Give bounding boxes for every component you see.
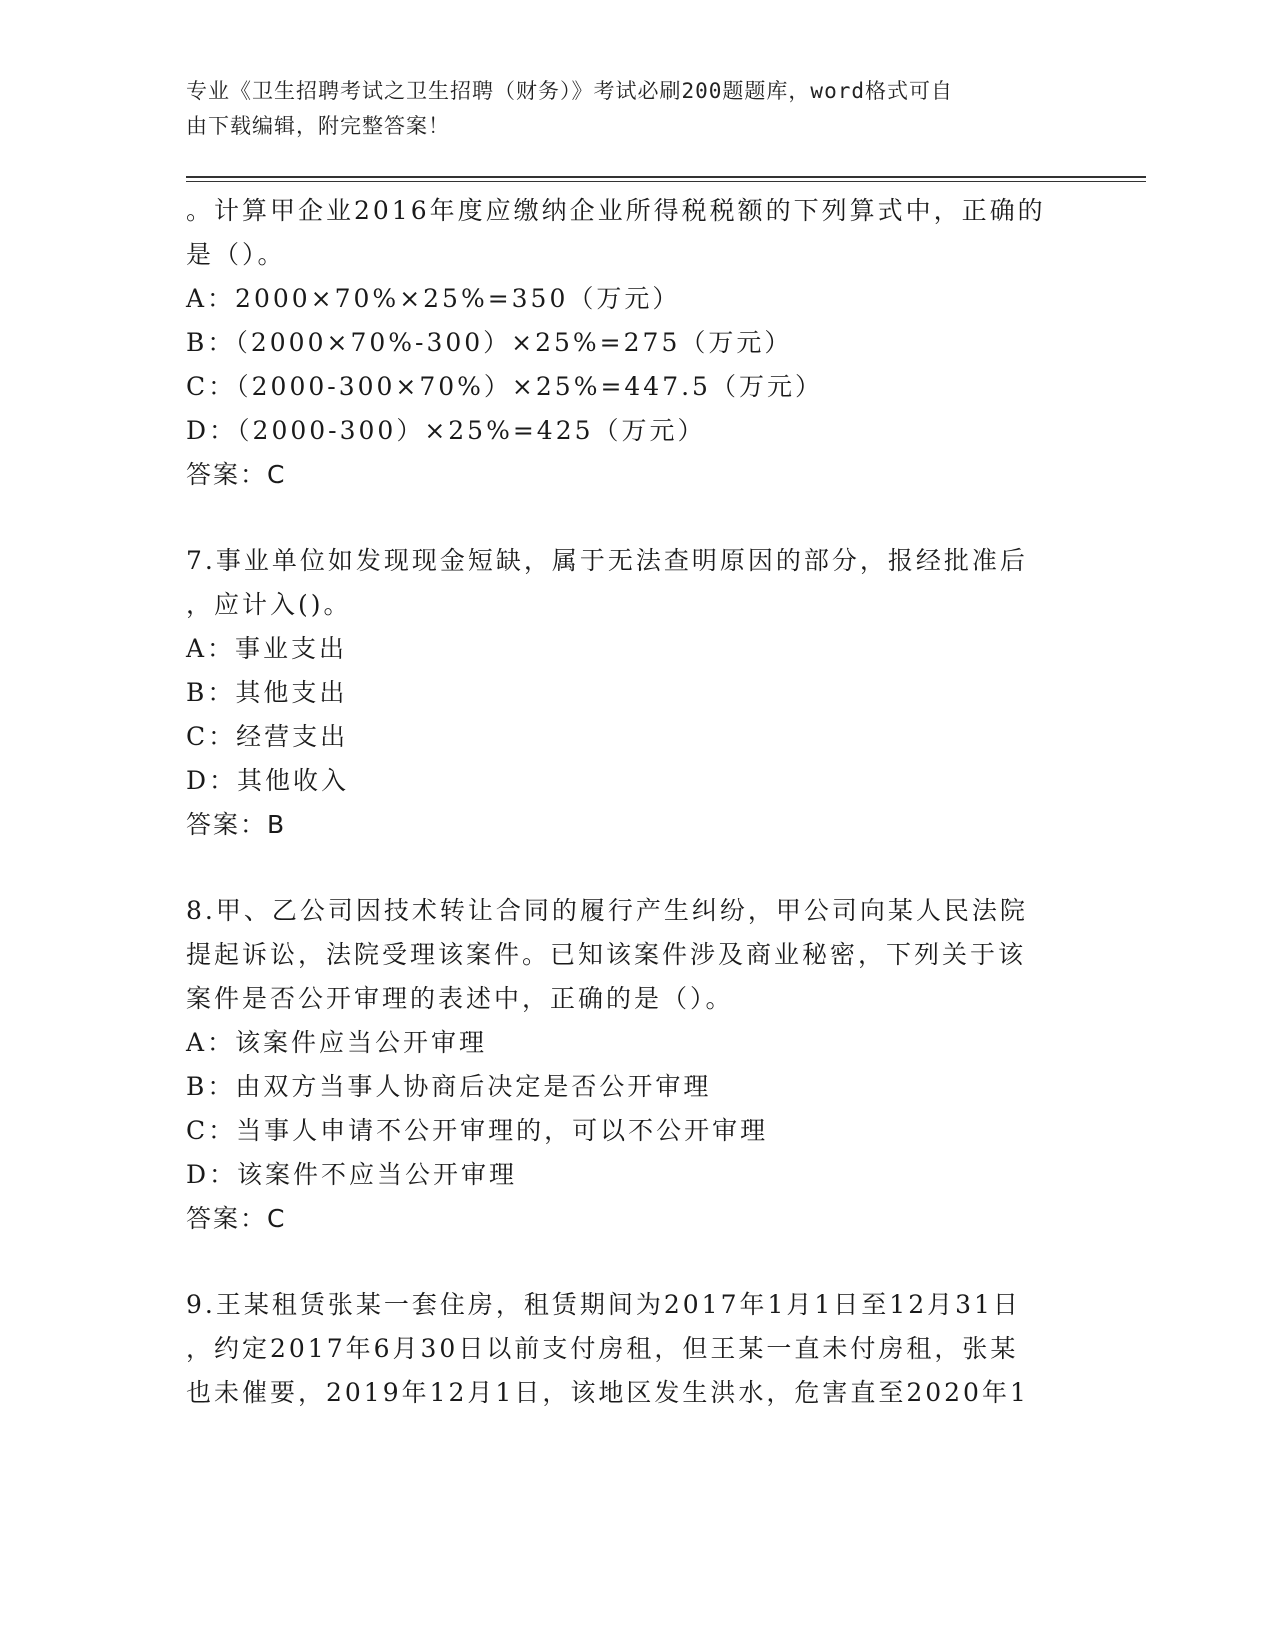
option-b: B：由双方当事人协商后决定是否公开审理 — [186, 1072, 712, 1101]
answer-label: 答案：C — [186, 460, 287, 489]
question-stem-line: 9.王某租赁张某一套住房，租赁期间为2017年1月1日至12月31日 — [186, 1290, 1021, 1319]
question-stem-line: 案件是否公开审理的表述中，正确的是（）。 — [186, 984, 734, 1013]
question-stem-line: 提起诉讼，法院受理该案件。已知该案件涉及商业秘密，下列关于该 — [186, 940, 1027, 969]
question-stem-line: 8.甲、乙公司因技术转让合同的履行产生纠纷，甲公司向某人民法院 — [186, 896, 1028, 925]
answer-label: 答案：C — [186, 1204, 287, 1233]
option-b: B：（2000×70%-300）×25%=275（万元） — [186, 328, 793, 357]
option-a: A：该案件应当公开审理 — [186, 1028, 488, 1057]
question-stem-line: 是（）。 — [186, 240, 286, 269]
option-c: C：经营支出 — [186, 722, 349, 751]
option-b: B：其他支出 — [186, 678, 348, 707]
option-d: D：其他收入 — [186, 766, 350, 795]
question-stem-line: 。计算甲企业2016年度应缴纳企业所得税税额的下列算式中，正确的 — [186, 196, 1046, 225]
header-line-2: 由下载编辑，附完整答案！ — [186, 114, 450, 138]
header-divider-thin — [186, 181, 1146, 182]
option-c: C：（2000-300×70%）×25%=447.5（万元） — [186, 372, 823, 401]
question-stem-line: ，约定2017年6月30日以前支付房租，但王某一直未付房租，张某 — [186, 1334, 1019, 1363]
option-d: D：该案件不应当公开审理 — [186, 1160, 518, 1189]
option-a: A：事业支出 — [186, 634, 348, 663]
header-line-1: 专业《卫生招聘考试之卫生招聘（财务）》考试必刷200题题库，word格式可自 — [186, 79, 953, 103]
answer-label: 答案：B — [186, 810, 287, 839]
question-stem-line: ，应计入()。 — [186, 590, 352, 619]
option-d: D：（2000-300）×25%=425（万元） — [186, 416, 706, 445]
header-divider-thick — [186, 176, 1146, 178]
document-header — [186, 74, 1066, 144]
option-c: C：当事人申请不公开审理的，可以不公开审理 — [186, 1116, 769, 1145]
question-stem-line: 也未催要，2019年12月1日，该地区发生洪水，危害直至2020年1 — [186, 1378, 1029, 1407]
option-a: A：2000×70%×25%=350（万元） — [186, 284, 681, 313]
question-stem-line: 7.事业单位如发现现金短缺，属于无法查明原因的部分，报经批准后 — [186, 546, 1028, 575]
